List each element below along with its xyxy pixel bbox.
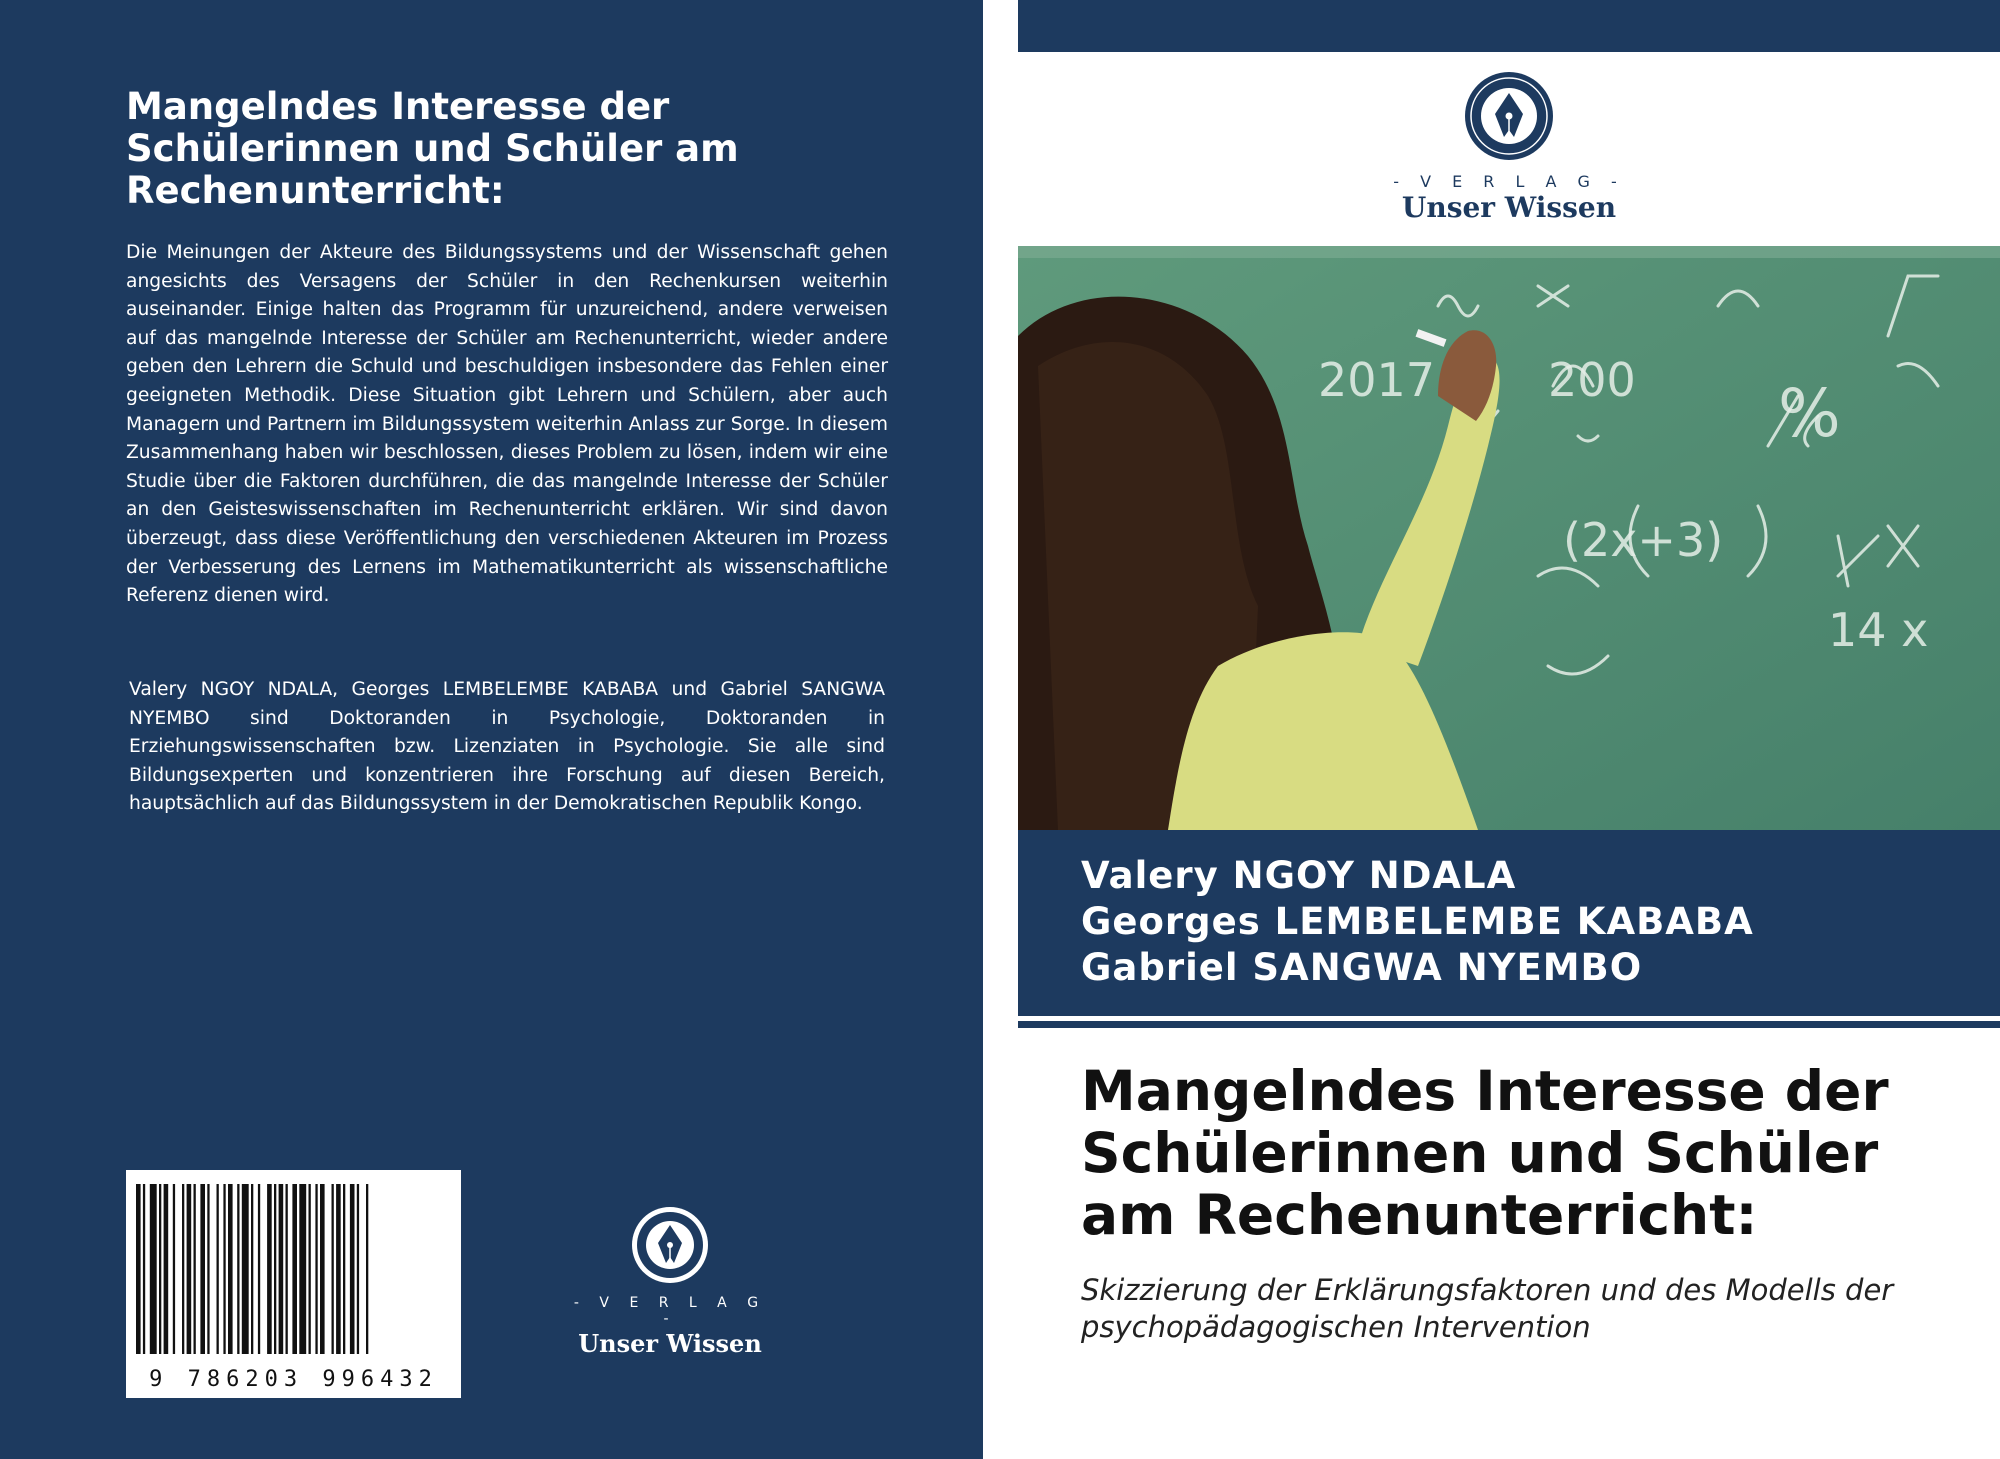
author-name: Valery NGOY NDALA — [1081, 854, 1517, 897]
back-cover — [0, 0, 983, 1459]
barcode-bar — [143, 1184, 145, 1354]
publisher-name: Unser Wissen — [578, 1329, 762, 1358]
barcode-bar — [332, 1184, 334, 1354]
front-publisher-logo — [1018, 70, 2000, 224]
spine-gap — [983, 0, 1018, 1459]
front-cover-subtitle: Skizzierung der Erklärungsfaktoren und des Modells der psychopädagogischen Intervention — [1081, 1273, 1894, 1344]
publisher-name: Unser Wissen — [1401, 191, 1617, 224]
chalk-200: 200 — [1548, 353, 1636, 407]
cover-photo-chalkboard — [1018, 246, 2000, 830]
barcode-bar — [217, 1184, 219, 1354]
barcode-bar — [258, 1184, 260, 1354]
barcode-bar — [357, 1184, 359, 1354]
verlag-label: - V E R L A G - — [1393, 172, 1625, 191]
barcode-bar — [274, 1184, 276, 1354]
barcode-bar — [207, 1184, 209, 1354]
barcode-bar — [228, 1184, 233, 1354]
barcode-bar — [150, 1184, 157, 1354]
barcode-bar — [200, 1184, 205, 1354]
back-cover-title: Mangelndes Interesse der Schülerinnen und Schüler am Rechenunterricht: — [126, 85, 739, 212]
chalk-percent: % — [1778, 375, 1841, 452]
barcode-bar — [173, 1184, 175, 1354]
divider-rule — [1018, 1021, 2000, 1028]
back-cover-blurb: Die Meinungen der Akteure des Bildungssystems und der Wissenschaft gehen angesichts des Versagens der Schüler in den Rechenkursen weiterhin auseinander. Einige halten das Programm für unzureichend, andere verweisen auf das mangelnde Interesse der Schüler am Rechenunterricht, wieder andere geben den Lehrern die Schuld und beschuldigen insbesondere das Fehlen einer geeigneten Methodik. Diese Situation gibt Lehrern und Schülern, aber auch Managern und Partnern im Bildungssystem weiterhin Anlass zur Sorge. In diesem Zusammenhang haben wir beschlossen, dieses Problem zu lösen, indem wir eine Studie über die Faktoren durchführen, die das mangelnde Interesse der Schüler an den Geisteswissenschaften im Rechenunterricht erklären. Wir sind davon überzeugt, dass diese Veröffentlichung den verschiedenen Akteuren im Prozess der Verbesserung des Lernens im Mathematikunterricht als wissenschaftliche Referenz dienen wird. — [126, 242, 888, 607]
barcode-bar — [279, 1184, 284, 1354]
author-band — [1018, 830, 2000, 1016]
barcode-bar — [182, 1184, 184, 1354]
back-publisher-logo — [570, 1205, 770, 1358]
verlag-label: - V E R L A G - — [573, 1295, 767, 1327]
pen-nib-seal-icon — [1463, 70, 1555, 162]
chalk-2017: 2017 — [1318, 353, 1436, 407]
author-name: Gabriel SANGWA NYEMBO — [1081, 946, 1643, 989]
barcode-bar — [237, 1184, 239, 1354]
barcode-bar — [242, 1184, 249, 1354]
barcode-bar — [194, 1184, 196, 1354]
barcode-bar — [187, 1184, 192, 1354]
barcode-bar — [286, 1184, 288, 1354]
barcode-bar — [366, 1184, 368, 1354]
chalk-2x3: (2x+3) — [1563, 513, 1724, 567]
barcode-bar — [309, 1184, 311, 1354]
barcode-bar — [343, 1184, 345, 1354]
front-cover — [1018, 0, 2000, 1459]
barcode-bar — [292, 1184, 297, 1354]
barcode-bar — [315, 1184, 317, 1354]
front-top-bar — [1018, 0, 2000, 52]
barcode-bar — [251, 1184, 253, 1354]
barcode-bars — [136, 1184, 451, 1354]
isbn-digits: 9 786203 996432 — [149, 1367, 438, 1392]
barcode-bar — [223, 1184, 225, 1354]
back-cover-author-bio: Valery NGOY NDALA, Georges LEMBELEMBE KABABA und Gabriel SANGWA NYEMBO sind Doktoranden in Psychologie, Doktoranden in Erziehungswissenschaften bzw. Lizenziaten in Psychologie. Sie alle sind Bildungsexperten und konzentrieren ihre Forschung auf diesen Bereich, hauptsächlich auf das Bildungssystem in der Demokratischen Republik Kongo. — [129, 679, 885, 815]
author-name: Georges LEMBELEMBE KABABA — [1081, 900, 1754, 943]
barcode-bar — [350, 1184, 355, 1354]
barcode-bar — [164, 1184, 169, 1354]
barcode-bar — [159, 1184, 161, 1354]
chalk-14x: 14 x — [1828, 603, 1929, 657]
pen-nib-seal-icon — [630, 1205, 710, 1285]
barcode-bar — [267, 1184, 272, 1354]
front-cover-title: Mangelndes Interesse der Schülerinnen und Schüler am Rechenunterricht: — [1081, 1059, 1889, 1247]
barcode-bar — [320, 1184, 325, 1354]
isbn-barcode — [126, 1170, 461, 1398]
barcode-bar — [336, 1184, 341, 1354]
barcode-bar — [299, 1184, 306, 1354]
barcode-bar — [136, 1184, 141, 1354]
chalkboard-illustration — [1018, 246, 2000, 830]
